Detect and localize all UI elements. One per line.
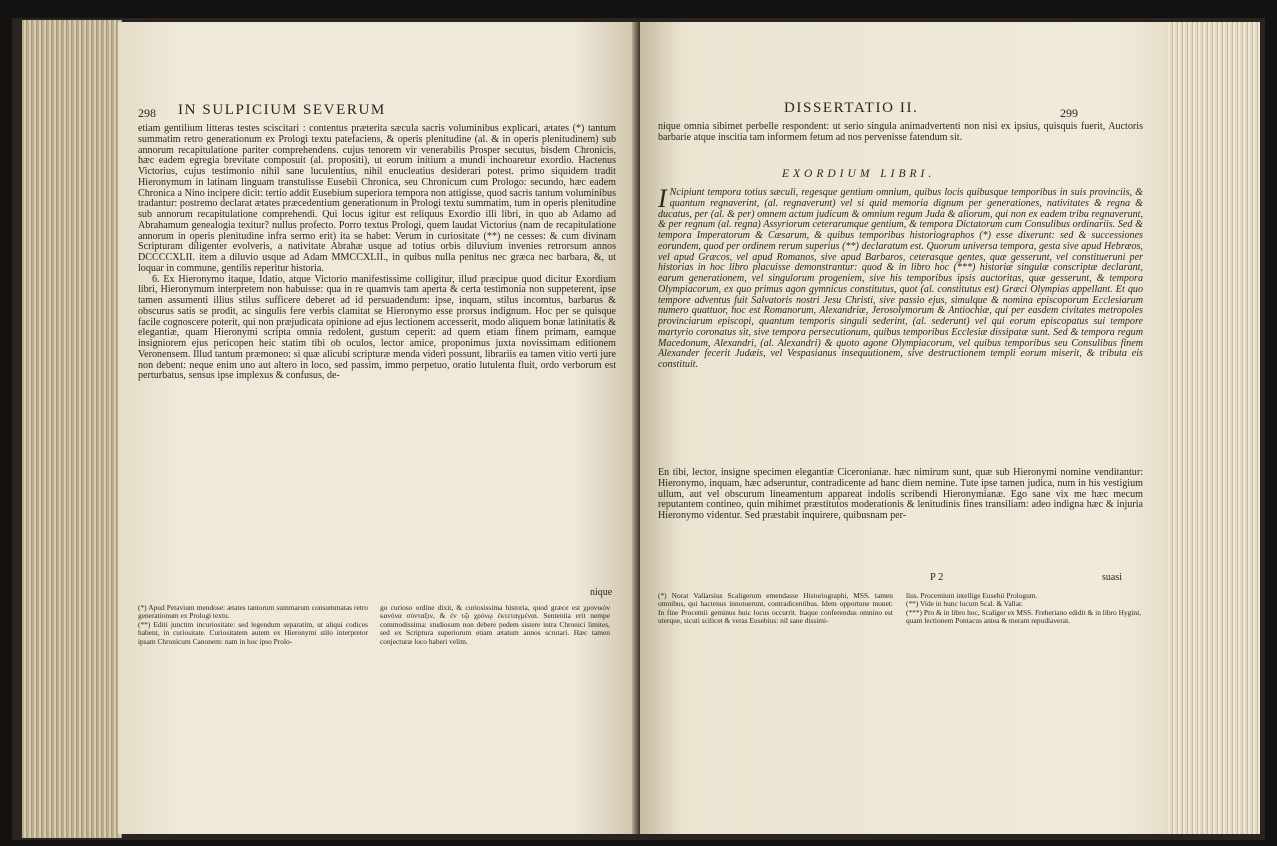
page-number: 298 [138,106,156,120]
drop-cap: I [658,184,667,213]
body-text [138,124,616,584]
footnotes-right-column [380,604,610,646]
footnote: (*) Norat Vallarsius Scaligerum emendasse Historiographi, MSS. tamen omnibus, qui hactenus innotuerunt, contradicentibus. Idem opportune monet: In fine Procemii geminus huic locus occurrit. Itaque conferendus omnino est uterque, sicuti scilicet & veras Eusebius: nil sane dissimi- [658,591,893,626]
paragraph: etiam gentilium litteras testes sciscitari : contentus præterita sæcula sacris voluminibus explicari, ætates (*) tantum summatim retro generationum ex Prologi textu patefaciens, & operis plenitudine (al. & in operis plenitudinem) sub annorum recapitulatione pariter comprehendens. cujus tenorem vir venerabilis Prosper secutus, bisdem Chronicis, hæc eadem egregia brevitate composuit (al. propositi), ut eorum initium a mundi inchoaretur exordio. Hactenus Victorius, cujus testimonio nihil sane luculentius, nihil enucleatius desiderari potest. primo siquidem tradit Hieronymum in latinam linguam transtulisse Eusebii Chronica, seu Chronicum cum Prologo: secundo, hæc eadem Chronica a Nino incipere dicit: tertio addit Eusebium superiora tempora non attigisse, quod sacris tantum voluminibus tradantur: postremo declarat ætates præcedentium generationum in Prologi textu summatim, tum in operis plenitudine sub annorum recapitulatione comprehendi. Qui locus igitur est reliquus Exordio illi libri, in quo ab Adamo ad Abrahamum genealogia texitur? nullus profecto. Porro textus Prologi, quem laudat Victorius (nam de recapitulatione annorum in operis plenitudine infra sermo erit) ita se habet: Verum in curiositate (**) ne cesses: & cum divinam Scripturam diligenter evolveris, a nativitate Abrahæ usque ad totius orbis diluvium invenies retrorsum annos DCCCCXLII. item a diluvio usque ad Adam MMCCXLII., in quibus nulla penitus nec græca nec barbara, &, ut loquar in commune, gentilis reperitur historia. [138,123,616,274]
right-page [640,22,1168,834]
footnotes-left-column [658,592,893,626]
footnote: (**) Editi junctim incuriositate: sed legendum separatim, ut aliqui codices habent, in curiositate. Curiositatem autem ex Hieronymi stilo interpretor ipsam Chronicum Canonem: nam in hoc ipso Prolo- [138,619,368,646]
running-head: DISSERTATIO II. [784,100,919,116]
exordium-paragraph: Ncipiunt tempora totius sæculi, regesque gentium omnium, quibus locis quibusque temporibus in suis provinciis, & quantum regnaverint, (al. regnaverunt) vel si quid memoria dignum per generationes, nativitates & regna & ducatus, per (al. & per) omnem actum judicum & omnium regum Juda & aliorum, qui non ex eadem tribu regnaverunt, & per regnum (al. regna) Assyriorum ceterarumque gentium, & tempora Dictatorum cum Consulibus ordinariis. Sed & tempora Imperatorum & Cæsarum, & quibus temporibus historiographos (*) esse dixerunt: sed & successiones eorundem, quod per ordinem rerum superius (**) declaratum est. Quorum universa tempora, gesta sive apud Hebræos, vel apud Græcos, vel apud Romanos, sive apud Barbaros, ceterasque gentes, quæ gesserunt, vel constitueruni per historias in hoc libro placuisse demonstrantur: quod & in libro hoc (***) historiæ singulæ conscriptæ declarant, earum generationem, vel singulorum progeniem, sive his temporibus ipsis auctoritas, quæ gesserunt, & tempora Olympiacorum, ex quo primus agon gymnicus constitutus, quot (al. constitutus est) Græci Olympias appellant. Et quo tempore adventus fuit Salvatoris nostri Jesu Christi, sive passio ejus, simulque & nomina episcoporum Ecclesiarum numero quattuor, hoc est Romanorum, Alexandriæ, Jerosolymorum & Antiochiæ, qui per easdem civitates metropoles provinciarum episcopi, quantum temporis singuli sederint, (al. sederunt) vel qui eorum episcopatus sui tempore martyrio coronatus sit, sive tempora persecutionum, quibus temporibus Ecclesiæ dissipatæ sunt. Sed & tempora regum Macedonum, Alexandri, (al. Alexandri) & quoto agone Olympiacorum, vel quibus temporibus seu Consulibus finem Alexander fecerit Judæis, vel Vespasianus insequutionem, sive destructionem templi eorum miserit, & tributa eis constituit. [658,187,1143,370]
catchword: nique [590,587,613,598]
catchword: suasi [1102,572,1122,583]
footnotes-left-column [138,604,368,646]
running-head: IN SULPICIUM SEVERUM [178,102,386,118]
footnote: (***) Pro & in libro hoc, Scaliger ex MSS. Freheriano edidit & in libro Hygini, quam lectionem Pontacus antea & meram repudiaverat. [906,607,1141,626]
paragraph: 6. Ex Hieronymo itaque, Idatio, atque Victorio manifestissime colligitur, illud præcipue quod dicitur Exordium libri, Hieronymum interpretem non habuisse: qua in re quamvis tam aperta & certa testimonia non suppeterent, ipse tamen assumenti illius stilus sufficere deberet ad id persuadendum: ipse, inquam, stilus incomtus, barbarus & obscurus satis se prodit, ac singulis fere verbis clamitat se Hieronymo esse prorsus indignum. Hoc per se quisque facile cognoscere poterit, qui non præjudicata opinione ad ejus lectionem accesserit, modo aliquem bonæ latinitatis & elegantiæ, quam Hieronymi scripta omnia redolent, gustum ceperit: ad quem etiam finem primam, eamque insigniorem ejus pericopen heic statim tibi ob oculos, lector amice, proponimus juxta novissimam editionem Veronensem. Illud tantum præmoneo: si quæ alicubi scripturæ menda videri possunt, librariis ea tamen vitio verti jure non debent: neque enim uno aut altero in loco, sed passim, immo perpetuo, oratio lutulenta fluit, ordo verborum est perturbatus, sensus ipse implexus & confusus, de- [138,273,616,382]
page-number: 299 [1060,106,1078,120]
paragraph: En tibi, lector, insigne specimen elegantiæ Ciceronianæ. hæc nimirum sunt, quæ sub Hieronymi nomine venditantur: Hieronymo, inquam, hæc adseruntur, contradicente ad hanc diem nemine. Tute ipse tamen judica, num in his vestigium ullum, aut vel obscurum lineamentum appareat indolis scribendi Hieronymianæ. Ego sane vix me hæc mecum reputantem contineo, quin mihimet præstitutos moderationis & lenitudinis fines transiliam: adeo indigna hæc & injuria Hieronymo videntur. Sed præstabit inquirere, quibusnam per- [658,467,1143,521]
signature-mark: P 2 [930,572,944,583]
footnote: (**) Vide in hunc locum Scal. & Vallar. [906,599,1023,609]
footnote: (*) Apud Petavium mendose: ætates tantorum summarum consummatas retro generationum ex Prologi textu. [138,603,368,621]
commentary-text [658,468,1143,522]
footnote: go curioso ordine dixit, & curiosissima historia, quod græce est χρονικὸν κανόνα σύνταξιν, & ἐν τῷ χρόνῳ ἐκτεταγμέναι. Sententia erit nempe commodissima: studiosum non debere pedem sistere intra Chronici limites, sed ex Scriptura superiorum etiam ætatum annos scrutari. Hæc tamen conjecturæ loco haberi velim. [380,603,610,646]
intro-text [658,122,1143,144]
footnote: lius. Procemium intellige Eusebii Prologum. [906,591,1038,600]
paragraph: nique omnia sibimet perbelle respondent: ut serio singula animadvertenti non nisi ex ipsius, quisquis fuerit, Auctoris barbarie atque inscitia tam informem fetum ad nos pervenisse fatendum sit. [658,121,1143,143]
section-title: EXORDIUM LIBRI. [782,168,936,180]
left-page-edges [22,20,122,838]
right-page-edges [1165,22,1260,834]
left-page [118,22,636,834]
footnotes-right-column [906,592,1141,626]
exordium-text [658,184,1143,371]
